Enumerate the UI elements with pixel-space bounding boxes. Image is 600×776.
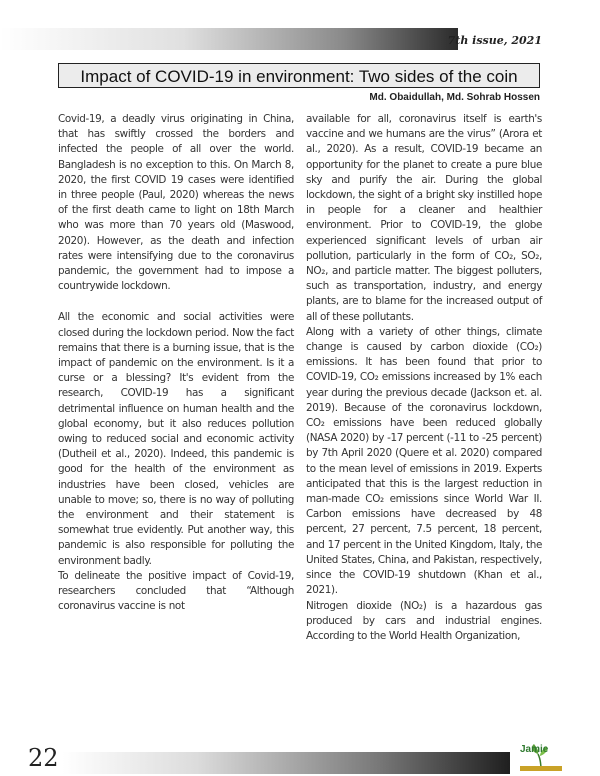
paragraph: available for all, coronavirus itself is earth's vaccine and we humans are the virus” (Arora et al., 2020). As a result, COVID-19 became an opportunity for the planet to create a pure blue sky and purify the air. During the global lockdown, the sight of a bright sky instilled hope in people for a cleaner and healthier environment. Prior to COVID-19, the globe experienced significant levels of urban air pollution, particularly in the form of CO₂, SO₂, NO₂, and particle matter. The biggest polluters, such as transportation, industry, and energy plants, are to blame for the increased output of all of these pollutants. xyxy=(306,113,542,323)
paragraph: Along with a variety of other things, climate change is caused by carbon dioxide (CO₂) emissions. It has been found that prior to COVID-19, CO₂ emissions increased by 1% each year during the previous decade (Jackson et. al. 2019). Because of the coronavirus lockdown, CO₂ emissions have been reduced globally (NASA 2020) by -17 percent (-11 to -25 percent) by 7th April 2020 (Quere et al. 2020) compared to the mean level of emissions in 2019. Experts anticipated that this is the largest reduction in man-made CO₂ emissions since World War II. Carbon emissions have decreased by 48 percent, 27 percent, 7.5 percent, 18 percent, and 17 percent in the United Kingdom, Italy, the United States, China, and Pakistan, respectively, since the COVID-19 shutdown (Khan et al., 2021). xyxy=(306,325,542,597)
logo-text: Jamie xyxy=(520,744,549,755)
paragraph: Nitrogen dioxide (NO₂) is a hazardous gas produced by cars and industrial engines. According to the World Health Organization, xyxy=(306,599,542,642)
paragraph: Covid-19, a deadly virus originating in China, that has swiftly crossed the borders and infected the people of all over the world. Bangladesh is no exception to this. On March 8, 2020, the first COVID 19 cases were identified in three people (Paul, 2020) whereas the news of the first death came to light on 18th March who was more than 70 years old (Maswood, 2020). However, as the death and infection rates were intensifying due to the coronavirus pandemic, the government had to impose a countrywide lockdown. xyxy=(58,113,294,293)
article-authors: Md. Obaidullah, Md. Sohrab Hossen xyxy=(369,92,540,103)
article-title: Impact of COVID-19 in environment: Two sides of the coin xyxy=(58,63,540,88)
page-number: 22 xyxy=(28,744,59,772)
paragraph: To delineate the positive impact of Covid-19, researchers concluded that “Although coronavirus vaccine is not xyxy=(58,569,294,613)
issue-label: 7th issue, 2021 xyxy=(447,34,542,47)
header-gradient-bar xyxy=(0,28,458,50)
right-column xyxy=(306,112,542,644)
left-column xyxy=(58,112,294,615)
paragraph: All the economic and social activities were closed during the lockdown period. Now the fact remains that there is a burning issue, that is the impact of pandemic on the environment. Is it a curse or a blessing? It's evident from the research, COVID-19 has a significant detrimental influence on human health and the global economy, but it also reduces pollution owing to reduced social and economic activity (Dutheil et al., 2020). Indeed, this pandemic is good for the health of the environment as industries have been closed, vehicles are unable to move; so, there is no way of polluting the environment and their statement is somewhat true evidently. Put another way, this pandemic is also responsible for polluting the environment badly. xyxy=(58,311,294,567)
footer-gradient-bar xyxy=(62,752,510,774)
